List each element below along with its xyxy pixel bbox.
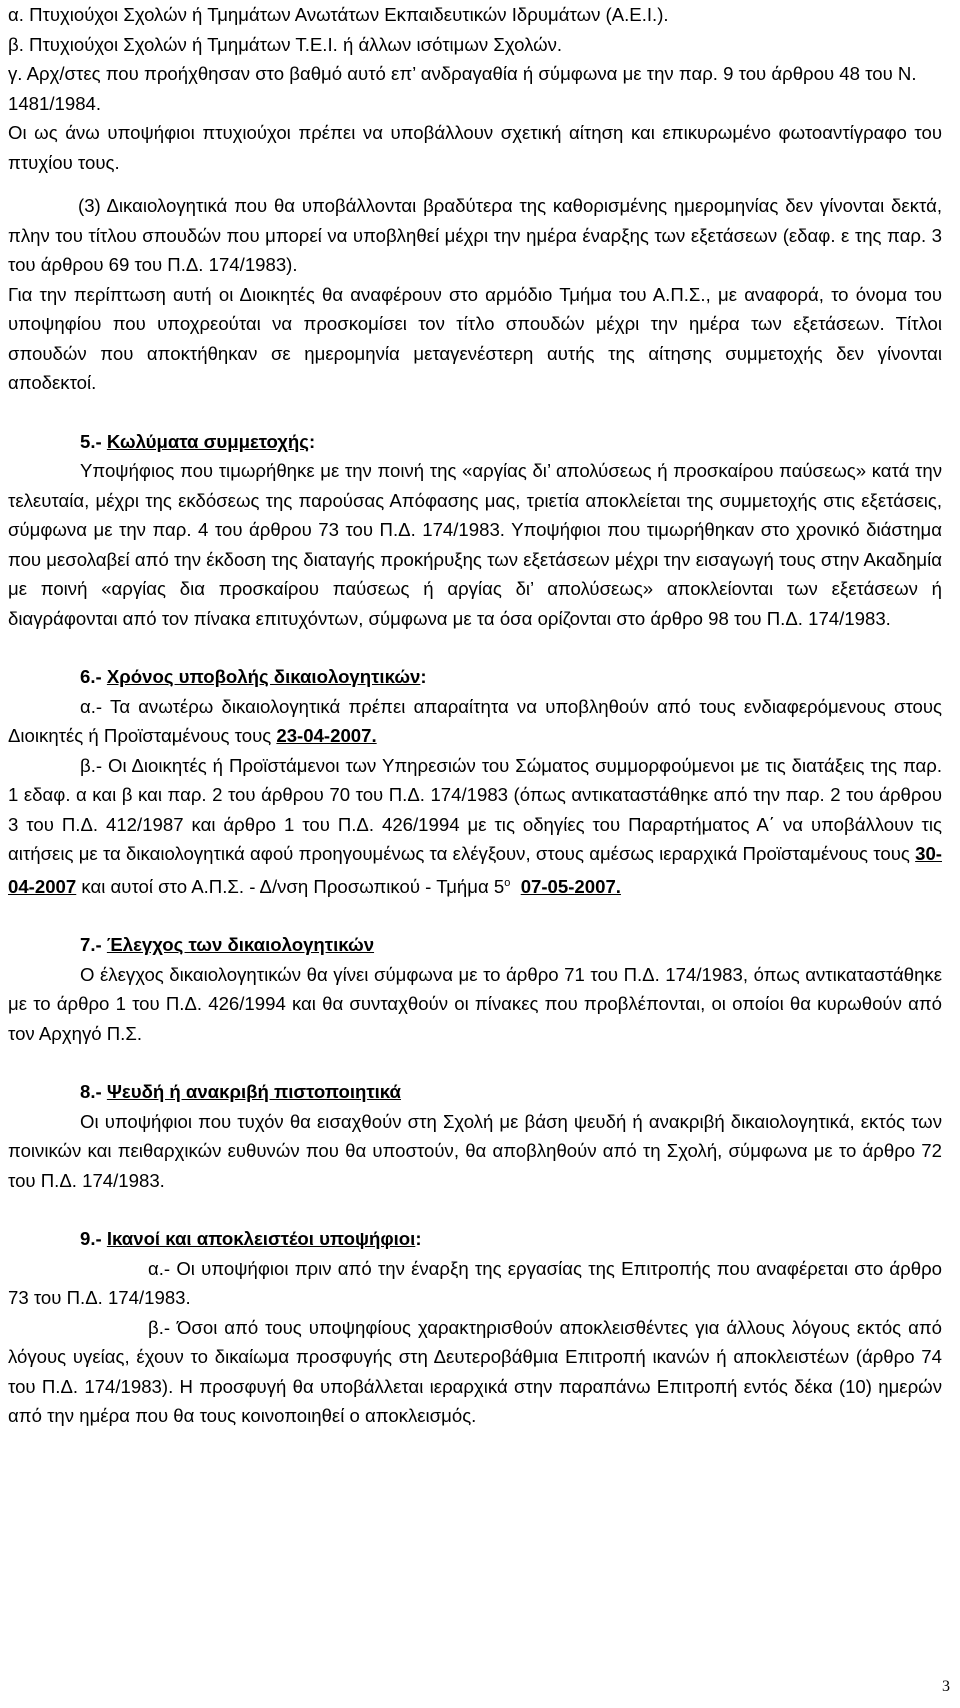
section-9-item-b	[8, 1313, 942, 1431]
page-number: 3	[942, 1678, 950, 1695]
section-7-text: Ο έλεγχος δικαιολογητικών θα γίνει σύμφωνα με το άρθρο 71 του Π.Δ. 174/1983, όπως αντικαταστάθηκε με το άρθρο 1 του Π.Δ. 426/1994 και θα συνταχθούν οι πίνακες που προβλέπονται, οι οποίοι θα κυρωθούν από τον Αρχηγό Π.Σ.	[8, 963, 942, 1044]
section-6-deadline-3: 07-05-2007.	[520, 875, 621, 897]
section-5-number: 5.-	[80, 430, 107, 452]
spacer	[8, 901, 942, 930]
section-6-deadline-1: 23-04-2007.	[276, 725, 377, 746]
section-5-heading	[8, 427, 942, 457]
section-9-number: 9.-	[80, 1228, 107, 1250]
section-7-title: Έλεγχος των δικαιολογητικών	[106, 934, 375, 956]
note-3-text: (3) Δικαιολογητικά που θα υποβάλλονται βραδύτερα της καθορισμένης ημερομηνίας δεν γίνονται δεκτά, πλην του τίτλου σπουδών που μπορεί να υποβληθεί μέχρι την ημέρα έναρξης των εξετάσεων (εδαφ. ε της παρ. 3 του άρθρου 69 του Π.Δ. 174/1983).	[8, 195, 942, 275]
section-6-item-a-text: α.- Τα ανωτέρω δικαιολογητικά πρέπει απαραίτητα να υποβληθούν από τους ενδιαφερόμενους στους Διοικητές ή Προϊσταμένους τους	[8, 695, 942, 746]
section-5-colon: :	[308, 430, 316, 452]
section-6-deadline-2: 30-04-2007	[8, 843, 942, 897]
document-page	[8, 0, 942, 1431]
list-item-a: α. Πτυχιούχοι Σχολών ή Τμημάτων Ανωτάτων Εκπαιδευτικών Ιδρυμάτων (Α.Ε.Ι.).	[8, 4, 669, 25]
section-9-colon: :	[415, 1228, 422, 1250]
spacer	[8, 1048, 942, 1077]
section-6-item-b-text: β.- Οι Διοικητές ή Προϊστάμενοι των Υπηρεσιών του Σώματος συμμορφούμενοι με τις διατάξεις της παρ. 1 εδαφ. α και β και παρ. 2 του άρθρου 70 του Π.Δ. 174/1983 (όπως αντικαταστάθηκε από την παρ. 2 του άρθρου 3 του Π.Δ. 412/1987 και άρθρο 1 του Π.Δ. 426/1994 με τις οδηγίες του Παραρτήματος Α΄ να υποβάλλουν τις αιτήσεις με τα δικαιολογητικά αφού προηγουμένως τα ελέγξουν, στους αμέσως ιεραρχικά Προϊσταμένους τους	[8, 754, 942, 864]
spacer	[8, 1195, 942, 1224]
section-8-body	[8, 1107, 942, 1196]
section-9-item-a-text: α.- Οι υποψήφιοι πριν από την έναρξη της εργασίας της Επιτροπής που αναφέρεται στο άρθρο 73 του Π.Δ. 174/1983.	[8, 1257, 942, 1309]
section-9-title: Ικανοί και αποκλειστέοι υποψήφιοι	[106, 1228, 416, 1250]
section-5-text: Υποψήφιος που τιμωρήθηκε με την ποινή της «αργίας δι’ απολύσεως ή προσκαίρου παύσεως» κατά την τελευταία, μέχρι της εκδόσεως της παρούσας Απόφασης μας, τριετία αποκλείεται της συμμετοχής στις εξετάσεις, σύμφωνα με την παρ. 4 του άρθρου 73 του Π.Δ. 174/1983. Υποψήφιοι που τιμωρήθηκαν στο χρονικό διάστημα που μεσολαβεί από την έκδοση της διαταγής προκήρυξης των εξετάσεων μέχρι την εισαγωγή τους στην Ακαδημία με ποινή «αργίας δια προσκαίρου παύσεως ή αργίας δι’ απολύσεως» αποκλείονται των εξετάσεων ή διαγράφονται από τον πίνακα επιτυχόντων, σύμφωνα με τα όσα ορίζονται στο άρθρο 98 του Π.Δ. 174/1983.	[8, 460, 942, 629]
section-5-body	[8, 456, 942, 633]
section-8-text: Οι υποψήφιοι που τυχόν θα εισαχθούν στη Σχολή με βάση ψευδή ή ανακριβή δικαιολογητικά, εκτός των ποινικών και πειθαρχικών ευθυνών που θα υποστούν, θα αποβληθούν από τη Σχολή, σύμφωνα με το άρθρο 72 του Π.Δ. 174/1983.	[8, 1110, 942, 1191]
note-3-paragraph	[8, 191, 942, 280]
section-6-item-a	[8, 692, 942, 751]
graduates-note: Οι ως άνω υποψήφιοι πτυχιούχοι πρέπει να υποβάλλουν σχετική αίτηση και επικυρωμένο φωτοαντίγραφο του πτυχίου τους.	[8, 122, 942, 173]
section-9-heading	[8, 1224, 942, 1254]
section-8-number: 8.-	[80, 1081, 107, 1103]
section-9-item-b-text: β.- Όσοι από τους υποψηφίους χαρακτηρισθούν αποκλεισθέντες για άλλους λόγους εκτός από λόγους υγείας, έχουν το δικαίωμα προσφυγής στη Δευτεροβάθμια Επιτροπή ικανών ή αποκλειστέων (άρθρο 74 του Π.Δ. 174/1983). Η προσφυγή θα υποβάλλεται ιεραρχικά στην παραπάνω Επιτροπή εντός δέκα (10) ημερών από την ημέρα που θα τους κοινοποιηθεί ο αποκλεισμός.	[8, 1316, 942, 1427]
spacer	[8, 398, 942, 427]
section-6-item-b-mid: και αυτοί στο Α.Π.Σ. - Δ/νση Προσωπικού - Τμήμα 5	[76, 875, 505, 897]
note-3-paragraph-2: Για την περίπτωση αυτή οι Διοικητές θα αναφέρουν στο αρμόδιο Τμήμα του Α.Π.Σ., με αναφορά, το όνομα του υποψηφίου που υποχρεούται να προσκομίσει τον τίτλο σπουδών μέχρι την ημέρα των εξετάσεων. Τίτλοι σπουδών που αποκτήθηκαν σε ημερομηνία μεταγενέστερη αυτής της αίτησης συμμετοχής δεν γίνονται αποδεκτοί.	[8, 283, 942, 393]
spacer	[8, 633, 942, 662]
section-6-item-b	[8, 751, 942, 902]
section-7-number: 7.-	[80, 934, 107, 956]
section-6-heading	[8, 662, 942, 692]
section-6-colon: :	[420, 666, 427, 687]
spacer	[8, 177, 942, 191]
list-item-b: β. Πτυχιούχοι Σχολών ή Τμημάτων Τ.Ε.Ι. ή άλλων ισότιμων Σχολών.	[8, 33, 563, 55]
section-6-number: 6.-	[80, 666, 107, 687]
section-5-title: Κωλύματα συμμετοχής	[106, 430, 309, 452]
section-6-superscript: ο	[504, 876, 511, 889]
section-8-heading	[8, 1077, 942, 1107]
list-item-c: γ. Αρχ/στες που προήχθησαν στο βαθμό αυτό επ’ ανδραγαθία ή σύμφωνα με την παρ. 9 του άρθρου 48 του Ν. 1481/1984.	[8, 63, 917, 114]
section-7-heading	[8, 930, 942, 960]
section-8-title: Ψευδή ή ανακριβή πιστοποιητικά	[106, 1081, 401, 1103]
section-7-body	[8, 960, 942, 1049]
section-6-title: Χρόνος υποβολής δικαιολογητικών	[106, 666, 421, 687]
section-9-item-a	[8, 1254, 942, 1313]
